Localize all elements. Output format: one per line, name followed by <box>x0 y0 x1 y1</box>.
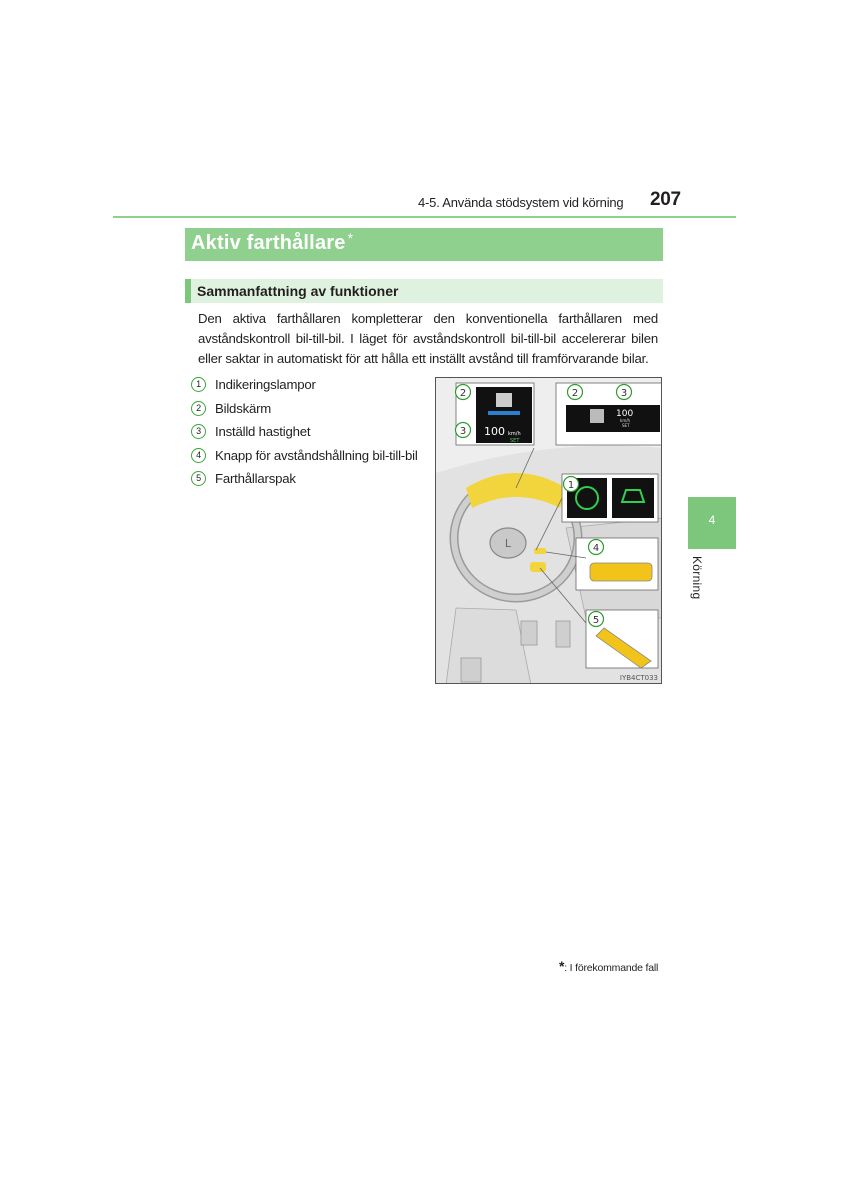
callout-number: 4 <box>592 543 600 554</box>
unit-right: km/h <box>620 418 631 423</box>
highlight-lever <box>530 562 546 572</box>
set-label-right: SET <box>622 423 630 428</box>
item-label: Inställd hastighet <box>215 424 311 440</box>
item-label: Farthållarspak <box>215 471 296 487</box>
car-icon-right <box>590 409 604 423</box>
car-icon-left <box>496 393 512 407</box>
chapter-number: 4 <box>708 513 716 527</box>
header-section-title: 4-5. Använda stödsystem vid körning <box>418 195 624 210</box>
dashboard-illustration <box>435 377 662 684</box>
set-speed-right: 100 <box>616 409 634 419</box>
list-item <box>191 420 418 444</box>
highlight-button <box>534 548 546 554</box>
list-item <box>191 373 418 397</box>
item-number: 3 <box>191 424 206 439</box>
footnote <box>559 958 658 974</box>
set-label-left: SET <box>510 438 520 444</box>
figure-code: IYB4CT033 <box>619 674 658 682</box>
chapter-label: Körning <box>690 556 704 600</box>
indicator-lamp-2 <box>612 478 654 518</box>
pedal-left <box>461 658 481 682</box>
item-number: 5 <box>191 471 206 486</box>
item-number: 2 <box>191 401 206 416</box>
page-number: 207 <box>650 189 681 210</box>
distance-bar-left <box>488 411 520 415</box>
component-list <box>191 373 418 491</box>
callout-number: 2 <box>459 388 467 399</box>
list-item <box>191 397 418 421</box>
subsection-title: Sammanfattning av funktioner <box>197 283 399 299</box>
footnote-text: : I förekommande fall <box>564 962 659 974</box>
item-number: 4 <box>191 448 206 463</box>
dashboard-svg <box>436 378 662 684</box>
list-item <box>191 467 418 491</box>
title-asterisk: * <box>347 230 354 246</box>
subsection-accent <box>185 279 191 303</box>
callout-number: 3 <box>620 388 628 399</box>
section-title-text: Aktiv farthållare <box>191 232 346 254</box>
item-label: Knapp för avståndshållning bil-till-bil <box>215 447 418 463</box>
pedal-accelerator <box>556 621 570 647</box>
item-label: Indikeringslampor <box>215 377 316 393</box>
callout-number: 2 <box>571 388 579 399</box>
logo-mark: L <box>504 537 512 550</box>
floor-left <box>446 608 531 684</box>
subsection-bar <box>185 279 663 303</box>
list-item <box>191 444 418 468</box>
item-label: Bildskärm <box>215 400 272 416</box>
item-number: 1 <box>191 377 206 392</box>
section-title <box>191 232 353 255</box>
callout-number: 5 <box>592 615 600 626</box>
meter-display-right <box>566 405 660 432</box>
distance-switch <box>590 563 652 581</box>
callout-number: 1 <box>567 480 575 491</box>
unit-left: km/h <box>508 431 521 437</box>
intro-paragraph: Den aktiva farthållaren kompletterar den konventionella farthållaren med avståndskontroll bil-till-bil. I läget för avståndskontroll bil-till-bil accelererar bilen eller saktar in automatiskt för att hålla ett inställt avstånd till framförvarande bilar. <box>198 311 658 366</box>
footnote-asterisk: * <box>559 958 565 974</box>
chapter-tab <box>688 497 736 549</box>
set-speed-left: 100 <box>484 425 505 438</box>
pedal-brake <box>521 621 537 645</box>
callout-number: 3 <box>459 426 467 437</box>
header-rule <box>113 216 736 218</box>
section-title-bar <box>185 228 663 261</box>
